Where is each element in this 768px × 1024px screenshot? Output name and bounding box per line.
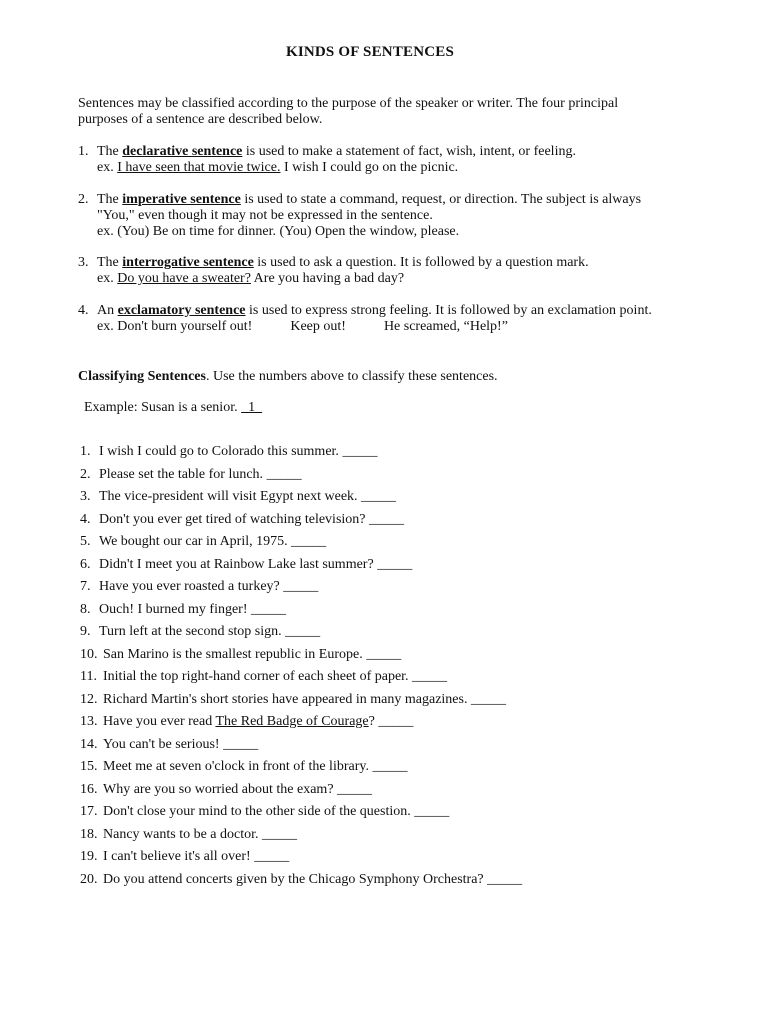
sentence-text: I wish I could go to Colorado this summer.: [99, 444, 339, 459]
definition-text: "You," even though it may not be expressed in the sentence.: [97, 208, 433, 223]
item-number: 12.: [80, 691, 98, 707]
answer-blank[interactable]: _____: [369, 511, 404, 527]
term-interrogative: interrogative sentence: [122, 255, 254, 270]
intro-line: purposes of a sentence are described below.: [78, 112, 323, 127]
list-item: [80, 782, 522, 805]
sentence-text: Why are you so worried about the exam?: [103, 781, 334, 797]
sentence-text: I can't believe it's all over!: [103, 849, 251, 864]
definition-text: The: [97, 144, 123, 159]
example-sentence: I wish I could go on the picnic.: [280, 160, 459, 175]
list-item: [80, 489, 522, 512]
definition-text: The: [97, 192, 123, 207]
list-item: [80, 872, 522, 895]
answer-blank[interactable]: _____: [223, 736, 259, 752]
list-item: [80, 804, 522, 827]
sentence-text: Don't you ever get tired of watching television?: [99, 511, 366, 527]
book-title: The Red Badge of Courage: [215, 714, 369, 729]
answer-blank[interactable]: _____: [337, 781, 373, 797]
list-item: [80, 737, 522, 760]
answer-blank[interactable]: _____: [285, 624, 321, 639]
definition-exclamatory: [78, 303, 738, 335]
list-item: [80, 759, 522, 782]
sentence-text: You can't be serious!: [103, 736, 220, 752]
answer-blank[interactable]: _____: [378, 714, 414, 729]
example-sentence: Don't burn yourself out!: [117, 319, 253, 334]
item-number: 3.: [80, 489, 91, 504]
sentence-text: The vice-president will visit Egypt next week.: [99, 489, 358, 504]
sentence-text: Have you ever read: [103, 714, 216, 729]
answer-blank[interactable]: _____: [487, 871, 523, 887]
list-item: [80, 467, 522, 490]
sentence-text: Ouch! I burned my finger!: [99, 601, 248, 617]
item-number: 7.: [80, 579, 91, 594]
item-number: 20.: [80, 871, 98, 887]
answer-blank[interactable]: _____: [254, 849, 290, 864]
sentence-text: Meet me at seven o'clock in front of the library.: [103, 759, 369, 774]
item-number: 13.: [80, 714, 98, 729]
example-sentence: I have seen that movie twice.: [117, 160, 281, 175]
definition-declarative: [78, 144, 738, 176]
list-item: [80, 602, 522, 625]
item-number: 8.: [80, 601, 91, 617]
definition-text: The: [97, 255, 123, 270]
item-number: 1.: [80, 444, 91, 459]
definition-number: 2.: [78, 192, 89, 207]
answer-blank[interactable]: _____: [251, 601, 287, 617]
answer-blank[interactable]: _____: [266, 466, 302, 482]
definition-text: is used to express strong feeling. It is followed by an exclamation point.: [245, 303, 652, 318]
item-number: 2.: [80, 466, 91, 482]
answer-blank[interactable]: _____: [377, 556, 413, 572]
answer-blank[interactable]: _____: [366, 646, 402, 662]
answer-blank[interactable]: _____: [283, 579, 319, 594]
item-number: 4.: [80, 511, 91, 527]
sentence-text: Have you ever roasted a turkey?: [99, 579, 280, 594]
answer-blank[interactable]: _____: [412, 669, 448, 684]
section-heading-line: [78, 369, 718, 385]
definition-imperative: [78, 192, 738, 240]
item-number: 15.: [80, 759, 98, 774]
answer-blank[interactable]: _____: [414, 804, 450, 819]
list-item: [80, 579, 522, 602]
sentence-text: We bought our car in April, 1975.: [99, 534, 288, 549]
definition-text: is used to make a statement of fact, wish, intent, or feeling.: [242, 144, 576, 159]
list-item: [80, 444, 522, 467]
sentence-text: San Marino is the smallest republic in Europe.: [103, 646, 363, 662]
definition-number: 4.: [78, 303, 89, 318]
section-instruction: . Use the numbers above to classify these sentences.: [205, 369, 498, 384]
definition-text: is used to state a command, request, or direction. The subject is always: [240, 192, 642, 207]
list-item: [80, 669, 522, 692]
item-number: 17.: [80, 804, 98, 819]
list-item: [80, 849, 522, 872]
sentence-text: Initial the top right-hand corner of each sheet of paper.: [103, 669, 409, 684]
example-sentence: Do you have a sweater?: [117, 271, 251, 286]
item-number: 14.: [80, 736, 98, 752]
item-number: 16.: [80, 781, 98, 797]
item-number: 11.: [80, 669, 97, 684]
item-number: 10.: [80, 646, 98, 662]
example-label: ex.: [97, 160, 118, 175]
definition-text: is used to ask a question. It is followed by a question mark.: [253, 255, 589, 270]
example-sentence: He screamed, “Help!”: [383, 319, 508, 334]
sentence-text: Don't close your mind to the other side of the question.: [103, 804, 411, 819]
example-text: Example: Susan is a senior.: [84, 400, 242, 415]
list-item: [80, 512, 522, 535]
list-item: [80, 534, 522, 557]
page-title: KINDS OF SENTENCES: [285, 44, 455, 60]
term-imperative: imperative sentence: [122, 192, 241, 207]
definition-interrogative: [78, 255, 738, 287]
example-answer: 1: [241, 400, 263, 415]
item-number: 9.: [80, 624, 91, 639]
sentence-text: Please set the table for lunch.: [99, 466, 264, 482]
item-number: 6.: [80, 556, 91, 572]
example-label: ex.: [97, 224, 118, 239]
answer-blank[interactable]: _____: [470, 691, 506, 707]
intro-paragraph: [78, 96, 718, 128]
worked-example: [84, 400, 262, 416]
example-sentence: (You) Be on time for dinner. (You) Open the window, please.: [117, 224, 460, 239]
example-label: ex.: [97, 271, 118, 286]
definition-text: An: [97, 303, 118, 318]
example-sentence: Are you having a bad day?: [250, 271, 405, 286]
list-item: [80, 557, 522, 580]
item-number: 5.: [80, 534, 91, 549]
sentence-text: Richard Martin's short stories have appeared in many magazines.: [103, 691, 468, 707]
answer-blank[interactable]: _____: [291, 534, 327, 549]
item-number: 19.: [80, 849, 98, 864]
list-item: [80, 714, 522, 737]
example-sentence: Keep out!: [290, 319, 346, 334]
answer-blank[interactable]: _____: [372, 759, 408, 774]
term-exclamatory: exclamatory sentence: [117, 303, 246, 318]
sentence-text: Didn't I meet you at Rainbow Lake last summer?: [99, 556, 374, 572]
term-declarative: declarative sentence: [122, 144, 243, 159]
item-number: 18.: [80, 826, 98, 842]
list-item: [80, 827, 522, 850]
definition-number: 3.: [78, 255, 89, 270]
list-item: [80, 624, 522, 647]
definition-number: 1.: [78, 144, 89, 159]
list-item: [80, 647, 522, 670]
section-heading: Classifying Sentences: [78, 369, 206, 384]
intro-line: Sentences may be classified according to the purpose of the speaker or writer. The four principal: [78, 96, 619, 111]
example-label: ex.: [97, 319, 118, 334]
list-item: [80, 692, 522, 715]
sentence-list: [80, 444, 522, 894]
sentence-text: Nancy wants to be a doctor.: [103, 826, 259, 842]
sentence-text: ?: [368, 714, 375, 729]
answer-blank[interactable]: _____: [361, 489, 397, 504]
answer-blank[interactable]: _____: [342, 444, 378, 459]
sentence-text: Turn left at the second stop sign.: [99, 624, 282, 639]
sentence-text: Do you attend concerts given by the Chicago Symphony Orchestra?: [103, 871, 484, 887]
answer-blank[interactable]: _____: [262, 826, 298, 842]
